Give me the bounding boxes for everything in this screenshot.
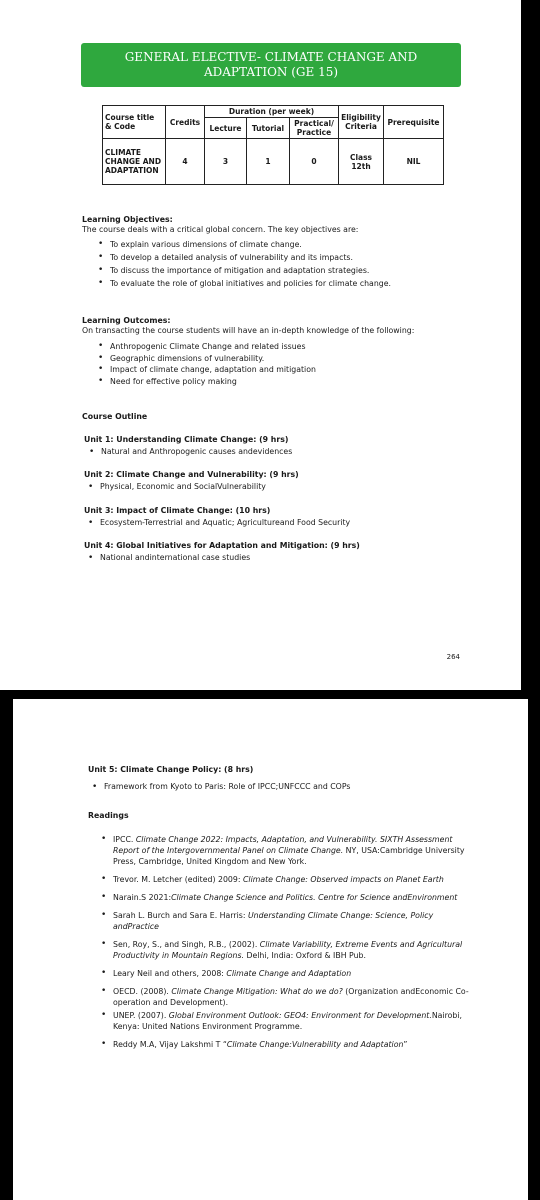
reading-title: Climate Change:Vulnerability and Adaptation	[226, 1040, 404, 1049]
unit-item: • Ecosystem-Terrestrial and Aquatic; Agricultureand Food Security	[88, 518, 484, 528]
reading-text: (Organization andEconomic Co-operation and Development).	[113, 987, 469, 1007]
objectives-intro: The course deals with a critical global concern. The key objectives are:	[82, 225, 359, 234]
course-title-banner	[81, 43, 461, 87]
reading-title: Climate Change and Adaptation	[226, 969, 352, 978]
reading-item	[101, 834, 473, 867]
reading-item	[101, 939, 473, 961]
reading-title: Climate Variability, Extreme Events and Agricultural Productivity in Mountain Regions.	[113, 940, 463, 960]
cell-prerequisite: NIL	[384, 139, 444, 185]
reading-title: Understanding Climate Change: Science, Policy andPractice	[113, 911, 434, 931]
header-prerequisite: Prerequisite	[384, 106, 444, 139]
header-eligibility: Eligibility Criteria	[339, 106, 384, 139]
reading-item	[101, 892, 473, 903]
cell-lecture: 3	[205, 139, 247, 185]
outcomes-intro: On transacting the course students will have an in-depth knowledge of the following:	[82, 326, 415, 335]
cell-eligibility: Class 12th	[339, 139, 384, 185]
cell-credits: 4	[166, 139, 205, 185]
objectives-heading: Learning Objectives:	[82, 215, 173, 224]
unit-title: Unit 2: Climate Change and Vulnerability: (9 hrs)	[84, 470, 299, 479]
list-item: • To explain various dimensions of climate change.	[98, 238, 482, 251]
document-page-2	[13, 699, 528, 1200]
cell-course-title: CLIMATE CHANGE AND ADAPTATION	[103, 139, 166, 185]
reading-text: NY, USA:Cambridge University Press, Cambridge, United Kingdom and New York.	[113, 846, 465, 866]
reading-item	[101, 910, 473, 932]
reading-text: Narain.S 2021:	[113, 893, 172, 902]
outcomes-list	[98, 341, 482, 387]
readings-heading: Readings	[88, 811, 129, 820]
reading-text: IPCC.	[113, 835, 136, 844]
list-item: • To develop a detailed analysis of vulnerability and its impacts.	[98, 251, 482, 264]
page-number: 264	[446, 653, 460, 661]
list-item: • To evaluate the role of global initiatives and policies for climate change.	[98, 277, 482, 290]
unit-4	[84, 541, 484, 563]
header-tutorial: Tutorial	[247, 118, 290, 139]
reading-item	[101, 986, 473, 1008]
unit-title: Unit 1: Understanding Climate Change: (9 hrs)	[84, 435, 289, 444]
learning-outcomes-section	[82, 316, 482, 387]
unit-item: • Framework from Kyoto to Paris: Role of IPCC;UNFCCC and COPs	[92, 782, 488, 792]
learning-objectives-section	[82, 215, 482, 290]
list-item: • To discuss the importance of mitigation and adaptation strategies.	[98, 264, 482, 277]
reading-item	[101, 874, 473, 885]
reading-title: Climate Change Science and Politics. Centre for Science andEnvironment	[171, 893, 458, 902]
objectives-list	[98, 238, 482, 290]
header-credits: Credits	[166, 106, 205, 139]
list-item: • Impact of climate change, adaptation and mitigation	[98, 364, 482, 376]
course-outline-heading: Course Outline	[82, 412, 148, 421]
reading-text: OECD. (2008).	[113, 987, 172, 996]
header-course-title: Course title & Code	[103, 106, 166, 139]
list-item: • Geographic dimensions of vulnerability.	[98, 353, 482, 365]
reading-title: Climate Change: Observed impacts on Planet Earth	[242, 875, 444, 884]
unit-item: • National andinternational case studies	[88, 553, 484, 563]
reading-text: Sen, Roy, S., and Singh, R.B., (2002).	[113, 940, 260, 949]
reading-item	[101, 968, 473, 979]
list-item: • Anthropogenic Climate Change and related issues	[98, 341, 482, 353]
unit-item: • Physical, Economic and SocialVulnerability	[88, 482, 484, 492]
unit-title: Unit 3: Impact of Climate Change: (10 hrs)	[84, 506, 271, 515]
reading-text: Sarah L. Burch and Sara E. Harris:	[113, 911, 248, 920]
header-practical: Practical/ Practice	[290, 118, 339, 139]
unit-5	[88, 765, 488, 792]
reading-text: ”	[403, 1040, 408, 1049]
reading-text: Delhi, India: Oxford & IBH Pub.	[243, 951, 366, 960]
readings-list	[101, 834, 473, 1057]
banner-line-1: GENERAL ELECTIVE- CLIMATE CHANGE AND	[124, 50, 418, 64]
banner-line-2: ADAPTATION (GE 15)	[203, 65, 339, 79]
reading-title: Climate Change Mitigation: What do we do?	[171, 987, 343, 996]
cell-tutorial: 1	[247, 139, 290, 185]
course-details-table	[102, 105, 444, 185]
unit-2	[84, 470, 484, 492]
unit-item: • Natural and Anthropogenic causes andevidences	[89, 447, 484, 457]
unit-title: Unit 5: Climate Change Policy: (8 hrs)	[88, 765, 254, 774]
reading-title: Climate Change 2022: Impacts, Adaptation, and Vulnerability. SIXTH Assessment Report of the Intergovernmental Panel on Climate Change.	[113, 835, 453, 855]
unit-1	[84, 435, 484, 457]
unit-3	[84, 506, 484, 528]
reading-text: Trevor. M. Letcher (edited) 2009:	[113, 875, 243, 884]
reading-text: UNEP. (2007).	[113, 1011, 169, 1020]
reading-text: Reddy M.A, Vijay Lakshmi T “	[113, 1040, 227, 1049]
outcomes-heading: Learning Outcomes:	[82, 316, 171, 325]
reading-text: Nairobi, Kenya: United Nations Environment Programme.	[113, 1011, 463, 1031]
header-duration: Duration (per week)	[205, 106, 339, 118]
reading-item	[101, 1039, 473, 1050]
reading-title: Global Environment Outlook: GEO4: Environment for Development.	[168, 1011, 432, 1020]
cell-practical: 0	[290, 139, 339, 185]
reading-item	[101, 1010, 473, 1032]
unit-title: Unit 4: Global Initiatives for Adaptation and Mitigation: (9 hrs)	[84, 541, 360, 550]
list-item: • Need for effective policy making	[98, 376, 482, 388]
header-lecture: Lecture	[205, 118, 247, 139]
reading-text: Leary Neil and others, 2008:	[113, 969, 227, 978]
